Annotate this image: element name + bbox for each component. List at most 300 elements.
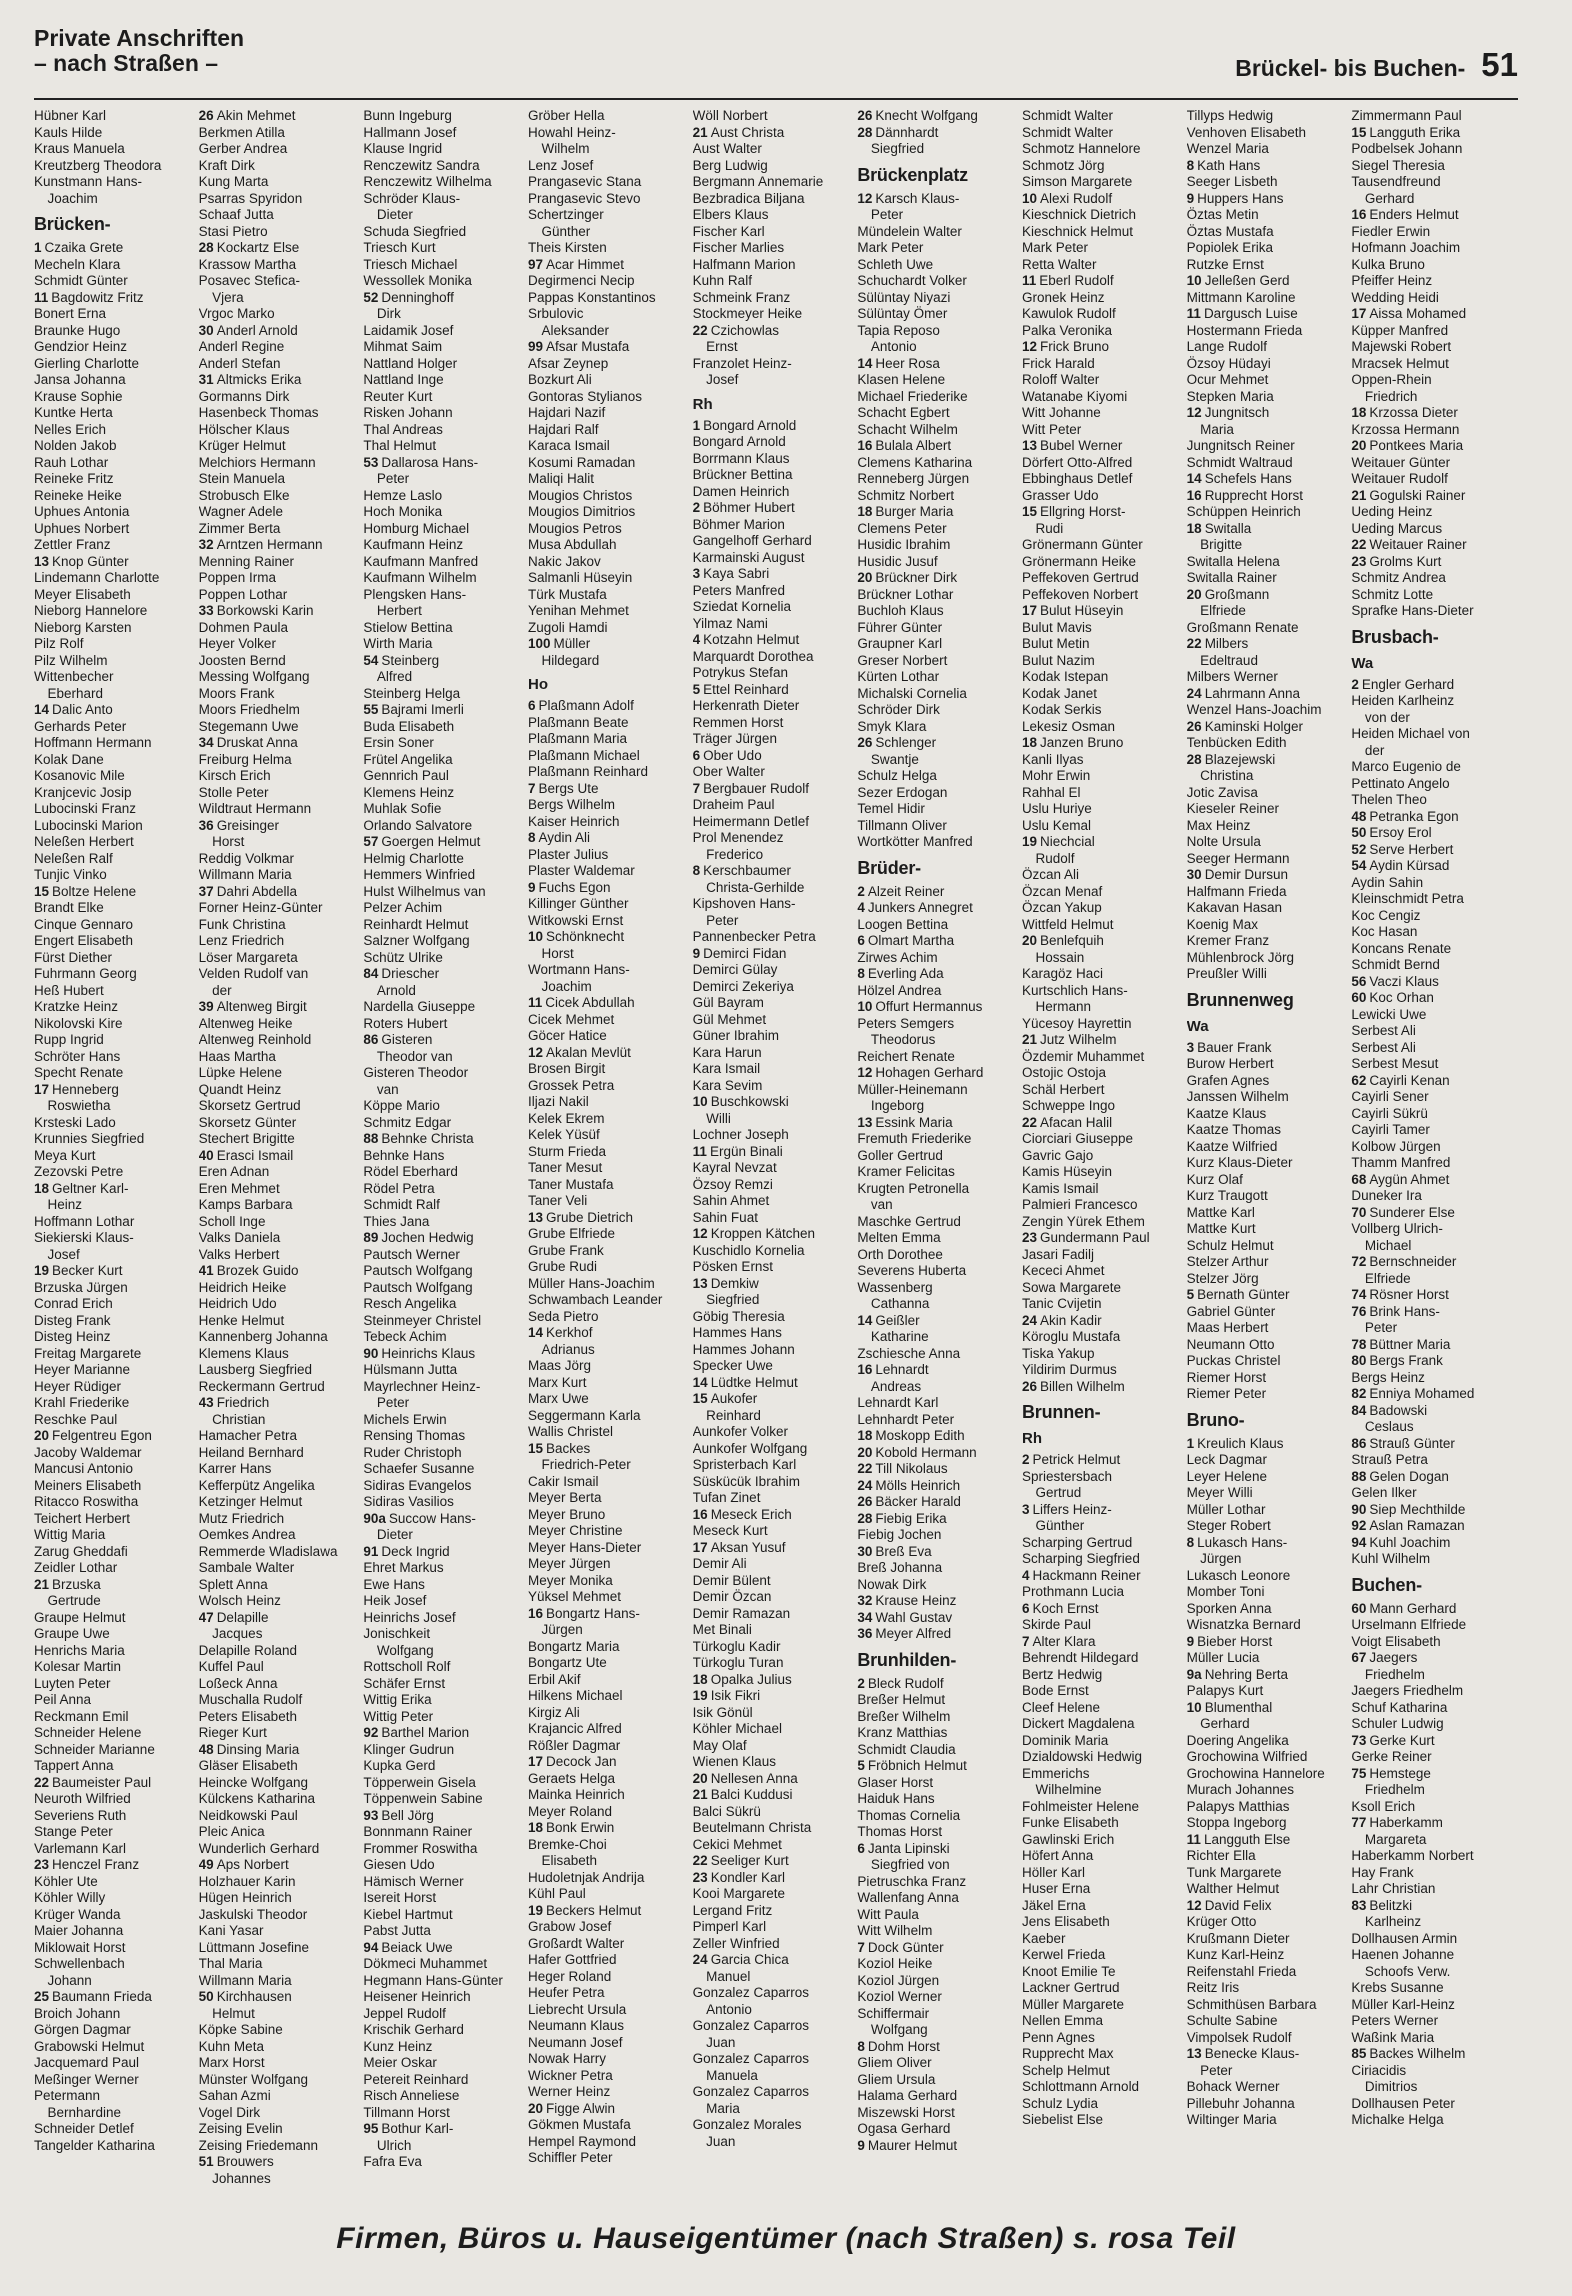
- resident-entry: [1187, 1650, 1350, 1667]
- resident-name: Gläser Elisabeth: [198, 1758, 298, 1773]
- resident-name: Langguth Erika: [1369, 124, 1461, 140]
- resident-name: Arntzen Hermann: [216, 537, 323, 552]
- resident-entry: [34, 1544, 197, 1561]
- resident-entry: [1022, 240, 1185, 257]
- resident-entry: [528, 1325, 691, 1342]
- resident-name: Kunz Karl-Heinz: [1186, 1947, 1285, 1962]
- resident-entry: [1022, 1032, 1185, 1049]
- resident-entry: [1022, 1181, 1185, 1198]
- resident-name: der: [1351, 742, 1385, 758]
- resident-name: Wolfgang: [857, 2022, 928, 2037]
- resident-name: Meyer Berta: [528, 1490, 602, 1505]
- house-number: 32: [198, 537, 214, 552]
- resident-entry: [363, 1824, 526, 1841]
- resident-name: Nellesen Anna: [710, 1770, 798, 1786]
- resident-entry: [693, 339, 856, 356]
- resident-entry: [199, 1643, 362, 1660]
- resident-entry: [34, 1577, 197, 1594]
- resident-entry: [693, 372, 856, 389]
- resident-name: Wunderlich Gerhard: [198, 1840, 320, 1856]
- house-number: 43: [198, 1395, 214, 1410]
- resident-name: Schelp Helmut: [1022, 2062, 1110, 2078]
- resident-entry: [363, 2121, 526, 2138]
- resident-entry: [199, 768, 362, 785]
- resident-name: Prol Menendez: [692, 830, 784, 845]
- resident-entry: [528, 636, 691, 653]
- house-number: 17: [692, 1539, 708, 1555]
- resident-name: Klemens Heinz: [363, 784, 455, 800]
- resident-name: Wagner Adele: [198, 504, 283, 519]
- resident-name: Grochowina Wilfried: [1186, 1749, 1308, 1764]
- resident-name: Stepken Maria: [1186, 388, 1274, 404]
- resident-name: Poppen Lothar: [198, 586, 288, 602]
- resident-name: Jaskulski Theodor: [198, 1906, 308, 1922]
- resident-name: Göcer Hatice: [528, 1028, 607, 1043]
- resident-entry: [693, 1936, 856, 1953]
- resident-entry: [1351, 1683, 1514, 1700]
- resident-entry: [1187, 1683, 1350, 1700]
- resident-name: Özcan Menaf: [1022, 883, 1103, 899]
- house-number: 95: [363, 2121, 379, 2136]
- resident-name: Hammes Hans: [692, 1325, 782, 1340]
- resident-entry: [34, 1775, 197, 1792]
- resident-entry: [528, 1556, 691, 1573]
- resident-entry: [528, 764, 691, 781]
- resident-entry: [1022, 587, 1185, 604]
- resident-name: Kolesar Martin: [34, 1659, 122, 1674]
- resident-entry: [199, 1214, 362, 1231]
- resident-entry: [528, 1342, 691, 1359]
- resident-name: Grabow Josef: [528, 1919, 612, 1934]
- house-number: 15: [692, 1391, 708, 1406]
- resident-name: Schmidt Claudia: [857, 1741, 956, 1757]
- resident-entry: [693, 517, 856, 534]
- resident-name: Katharine: [857, 1329, 929, 1344]
- resident-name: Meya Kurt: [34, 1147, 96, 1163]
- resident-entry: [528, 1391, 691, 1408]
- resident-name: Peter: [692, 912, 739, 928]
- resident-entry: [199, 1412, 362, 1429]
- resident-name: Wahl Gustav: [875, 1609, 953, 1625]
- resident-name: Maria: [1186, 421, 1234, 437]
- resident-entry: [528, 913, 691, 930]
- resident-name: Gelen Ilker: [1351, 1485, 1417, 1500]
- resident-entry: [857, 669, 1020, 686]
- resident-name: Iljazi Nakil: [528, 1094, 589, 1109]
- resident-name: Smyk Klara: [857, 718, 927, 734]
- resident-name: Breßer Wilhelm: [857, 1708, 951, 1724]
- resident-entry: [528, 1028, 691, 1045]
- resident-name: Erasci Ismail: [216, 1147, 294, 1163]
- house-number: 26: [857, 735, 873, 750]
- resident-name: Borkowski Karin: [216, 603, 314, 618]
- resident-name: Güner Ibrahim: [692, 1028, 779, 1043]
- resident-name: Krüger Otto: [1186, 1914, 1257, 1929]
- resident-name: Geltner Karl-: [52, 1180, 129, 1196]
- resident-entry: [363, 1841, 526, 1858]
- resident-entry: [34, 570, 197, 587]
- resident-entry: [693, 1424, 856, 1441]
- resident-entry: [1351, 1089, 1514, 1106]
- resident-entry: [857, 1445, 1020, 1462]
- resident-entry: [857, 1973, 1020, 1990]
- resident-entry: [1022, 372, 1185, 389]
- resident-name: Maas Jörg: [528, 1358, 592, 1373]
- resident-name: Schäfer Ernst: [363, 1675, 446, 1691]
- resident-name: Frick Harald: [1022, 355, 1095, 371]
- resident-name: Krajancic Alfred: [528, 1721, 622, 1736]
- house-number: 23: [692, 1869, 708, 1885]
- resident-entry: [693, 797, 856, 814]
- resident-name: Reichert Renate: [857, 1048, 955, 1064]
- resident-name: Werner Heinz: [528, 2084, 611, 2099]
- resident-name: Lochner Joseph: [692, 1127, 789, 1142]
- resident-name: Bieber Horst: [1197, 1633, 1273, 1649]
- resident-entry: [1022, 504, 1185, 521]
- resident-entry: [34, 1494, 197, 1511]
- resident-name: Juan: [692, 2034, 736, 2050]
- resident-name: Tillyps Hedwig: [1186, 108, 1274, 123]
- resident-name: Demir Özcan: [692, 1589, 772, 1604]
- resident-name: Aslan Ramazan: [1369, 1518, 1465, 1533]
- resident-entry: [1187, 867, 1350, 884]
- resident-entry: [693, 1787, 856, 1804]
- resident-entry: [693, 1952, 856, 1969]
- resident-name: Zeising Evelin: [198, 2121, 283, 2136]
- house-number: 89: [363, 1230, 379, 1245]
- resident-name: Kawulok Rudolf: [1022, 306, 1116, 321]
- resident-name: Koc Hasan: [1351, 924, 1418, 939]
- resident-name: Brozek Guido: [216, 1263, 299, 1278]
- resident-name: Oemkes Andrea: [198, 1527, 296, 1542]
- resident-name: Geraets Helga: [528, 1770, 616, 1786]
- resident-entry: [199, 1775, 362, 1792]
- resident-name: Pontkees Maria: [1369, 438, 1464, 453]
- resident-entry: [363, 653, 526, 670]
- resident-name: Rensing Thomas: [363, 1428, 466, 1443]
- resident-entry: [693, 1193, 856, 1210]
- header-rule: [34, 98, 1518, 100]
- resident-entry: [199, 1280, 362, 1297]
- resident-name: Brandt Elke: [34, 900, 104, 915]
- resident-name: Burger Maria: [875, 504, 954, 519]
- resident-name: Fiebig Jochen: [857, 1527, 942, 1542]
- resident-name: Dollhausen Armin: [1351, 1930, 1458, 1946]
- resident-entry: [1351, 372, 1514, 389]
- resident-name: Tiska Yakup: [1022, 1345, 1095, 1361]
- resident-entry: [199, 1989, 362, 2006]
- resident-entry: [1351, 603, 1514, 620]
- resident-entry: [1187, 1568, 1350, 1585]
- resident-entry: [363, 735, 526, 752]
- resident-entry: [34, 504, 197, 521]
- resident-entry: [1187, 702, 1350, 719]
- resident-name: Kauls Hilde: [34, 124, 103, 140]
- resident-name: Ciriacidis: [1351, 2062, 1407, 2078]
- resident-name: Hoch Monika: [363, 504, 443, 519]
- resident-name: Özdemir Muhammet: [1022, 1048, 1145, 1064]
- resident-entry: [34, 1478, 197, 1495]
- resident-name: Badowski: [1369, 1402, 1428, 1418]
- resident-entry: [199, 125, 362, 142]
- resident-entry: [34, 1016, 197, 1033]
- resident-entry: [693, 2068, 856, 2085]
- house-number: 13: [1022, 438, 1038, 453]
- resident-name: Schröter Hans: [34, 1048, 121, 1064]
- resident-entry: [693, 616, 856, 633]
- resident-entry: [1187, 1254, 1350, 1271]
- house-number: 90: [363, 1345, 379, 1361]
- resident-name: Hämisch Werner: [363, 1873, 464, 1889]
- resident-name: Baumeister Paul: [52, 1774, 152, 1790]
- resident-name: Krahl Friederike: [34, 1395, 130, 1410]
- resident-entry: [1022, 1329, 1185, 1346]
- resident-entry: [1351, 1766, 1514, 1783]
- resident-name: Menning Rainer: [198, 553, 294, 569]
- resident-name: Wildtraut Hermann: [198, 801, 312, 816]
- resident-entry: [1351, 141, 1514, 158]
- resident-entry: [528, 1061, 691, 1078]
- resident-entry: [693, 632, 856, 649]
- directory-column: [363, 108, 526, 2184]
- resident-entry: [1022, 1230, 1185, 1247]
- resident-name: Hofmann Joachim: [1351, 240, 1461, 255]
- resident-name: Tunk Margarete: [1186, 1864, 1282, 1880]
- resident-name: Müller Lothar: [1186, 1501, 1266, 1517]
- resident-name: Juan: [692, 2133, 736, 2149]
- resident-name: Zschiesche Anna: [857, 1345, 961, 1361]
- house-number: 19: [1022, 834, 1038, 849]
- resident-name: Plaßmann Maria: [528, 731, 628, 746]
- resident-entry: [857, 1115, 1020, 1132]
- resident-entry: [1022, 933, 1185, 950]
- resident-name: Aps Norbert: [216, 1857, 289, 1872]
- resident-name: Simson Margarete: [1022, 174, 1133, 189]
- resident-entry: [693, 356, 856, 373]
- resident-entry: [1022, 455, 1185, 472]
- house-number: 14: [34, 702, 50, 717]
- house-number: 20: [34, 1428, 50, 1443]
- resident-entry: [528, 323, 691, 340]
- resident-name: Nowak Harry: [528, 2051, 607, 2066]
- resident-name: Aukofer: [710, 1391, 758, 1406]
- house-number: 1: [1186, 1435, 1195, 1451]
- resident-entry: [693, 682, 856, 699]
- resident-entry: [693, 224, 856, 241]
- resident-name: Maier Johanna: [34, 1923, 124, 1938]
- resident-name: Taner Veli: [528, 1193, 588, 1208]
- resident-name: Schmitz Edgar: [363, 1114, 452, 1130]
- house-number: 14: [528, 1325, 544, 1340]
- resident-entry: [1187, 1815, 1350, 1832]
- resident-entry: [363, 933, 526, 950]
- resident-name: Eberl Rudolf: [1039, 273, 1114, 288]
- resident-name: Fiedler Erwin: [1351, 223, 1431, 239]
- resident-name: Schuler Ludwig: [1351, 1716, 1444, 1731]
- resident-entry: [693, 1111, 856, 1128]
- resident-entry: [1022, 1115, 1185, 1132]
- resident-entry: [1187, 620, 1350, 637]
- resident-name: Friedrich-Peter: [528, 1457, 631, 1472]
- resident-name: Stein Manuela: [198, 471, 285, 486]
- resident-entry: [693, 1985, 856, 2002]
- resident-name: Halfmann Frieda: [1186, 883, 1287, 899]
- resident-entry: [1351, 924, 1514, 941]
- resident-entry: [1187, 323, 1350, 340]
- resident-entry: [528, 587, 691, 604]
- resident-entry: [363, 306, 526, 323]
- resident-name: Kuschidlo Kornelia: [692, 1242, 805, 1258]
- resident-entry: [857, 1758, 1020, 1775]
- resident-entry: [199, 2121, 362, 2138]
- resident-name: Thies Jana: [363, 1213, 430, 1229]
- resident-name: Mihmat Saim: [363, 339, 443, 354]
- house-number: 28: [857, 124, 873, 140]
- resident-entry: [693, 2051, 856, 2068]
- resident-name: Michalke Helga: [1351, 2112, 1444, 2127]
- resident-entry: [199, 735, 362, 752]
- house-number: 54: [1351, 858, 1367, 873]
- resident-name: Schuf Katharina: [1351, 1699, 1448, 1715]
- resident-entry: [528, 273, 691, 290]
- resident-name: Jeppel Rudolf: [363, 2005, 446, 2021]
- resident-entry: [363, 1742, 526, 1759]
- house-number: 21: [692, 124, 708, 140]
- resident-name: Johannes: [198, 2170, 271, 2184]
- resident-entry: [34, 1857, 197, 1874]
- resident-entry: [199, 207, 362, 224]
- house-number: 9: [692, 945, 701, 961]
- resident-entry: [1022, 1485, 1185, 1502]
- resident-entry: [1022, 2030, 1185, 2047]
- resident-name: Mann Gerhard: [1369, 1600, 1457, 1616]
- resident-name: Schmotz Hannelore: [1022, 141, 1141, 156]
- resident-name: Zezovski Petre: [34, 1164, 124, 1179]
- resident-name: Brzuska: [52, 1576, 101, 1592]
- resident-entry: [693, 946, 856, 963]
- resident-entry: [1022, 1148, 1185, 1165]
- resident-name: Beiack Uwe: [381, 1939, 453, 1955]
- resident-name: Peters Werner: [1351, 2013, 1439, 2028]
- house-number: 34: [857, 1609, 873, 1625]
- resident-entry: [528, 2068, 691, 2085]
- resident-name: Kroppen Kätchen: [710, 1226, 816, 1241]
- resident-name: Özcan Yakup: [1022, 900, 1102, 915]
- resident-name: Zettler Franz: [34, 537, 111, 552]
- resident-entry: [363, 405, 526, 422]
- resident-entry: [34, 240, 197, 257]
- resident-name: Wolfgang: [363, 1642, 434, 1658]
- resident-name: Dallarosa Hans-: [381, 454, 479, 470]
- resident-name: Srbulovic: [528, 306, 584, 321]
- resident-name: Steinberg: [381, 652, 440, 668]
- resident-name: Nolden Jakob: [34, 438, 117, 453]
- resident-name: Czichowlas: [710, 322, 779, 338]
- resident-entry: [1351, 1881, 1514, 1898]
- resident-entry: [1187, 174, 1350, 191]
- resident-name: Lindemann Charlotte: [34, 570, 160, 585]
- resident-name: Bergs Frank: [1369, 1353, 1443, 1368]
- resident-entry: [857, 2088, 1020, 2105]
- resident-name: Neidkowski Paul: [198, 1807, 298, 1823]
- resident-name: Herkenrath Dieter: [692, 698, 800, 713]
- resident-entry: [199, 752, 362, 769]
- resident-name: Schmitz Lotte: [1351, 586, 1434, 602]
- resident-name: Orlando Salvatore: [363, 817, 473, 833]
- resident-entry: [363, 1544, 526, 1561]
- resident-entry: [34, 1329, 197, 1346]
- resident-name: Moors Friedhelm: [198, 702, 300, 717]
- resident-entry: [693, 1408, 856, 1425]
- resident-name: Meyer Monika: [528, 1572, 613, 1588]
- resident-name: Kaatze Wilfried: [1186, 1138, 1278, 1154]
- house-number: 20: [857, 570, 873, 585]
- resident-entry: [199, 158, 362, 175]
- resident-name: Majewski Robert: [1351, 339, 1452, 354]
- resident-entry: [693, 1226, 856, 1243]
- resident-name: Tenbücken Edith: [1186, 735, 1287, 750]
- resident-name: Ritacco Roswitha: [34, 1494, 139, 1509]
- resident-name: Wolsch Heinz: [198, 1593, 281, 1608]
- resident-entry: [857, 1511, 1020, 1528]
- resident-entry: [1022, 207, 1185, 224]
- resident-name: Nattland Holger: [363, 355, 458, 371]
- resident-entry: [1351, 875, 1514, 892]
- resident-entry: [857, 1181, 1020, 1198]
- resident-entry: [857, 1197, 1020, 1214]
- resident-entry: [1187, 1386, 1350, 1403]
- resident-name: Kaatze Thomas: [1186, 1122, 1281, 1137]
- resident-name: Gogulski Rainer: [1369, 487, 1466, 503]
- resident-name: Krüger Wanda: [34, 1906, 121, 1922]
- resident-name: Helmig Charlotte: [363, 850, 464, 866]
- resident-name: Heyer Marianne: [34, 1362, 131, 1377]
- resident-name: Hügen Heinrich: [198, 1890, 292, 1905]
- resident-entry: [528, 1127, 691, 1144]
- resident-name: Koc Orhan: [1369, 990, 1434, 1005]
- house-number: 53: [363, 454, 379, 470]
- resident-name: Prothmann Lucia: [1022, 1584, 1125, 1599]
- resident-name: Fröbnich Helmut: [867, 1758, 967, 1773]
- resident-name: Heidrich Udo: [198, 1296, 277, 1311]
- house-number: 55: [363, 702, 379, 717]
- resident-entry: [199, 669, 362, 686]
- resident-name: Aunkofer Volker: [692, 1424, 788, 1439]
- resident-name: Hackmann Reiner: [1032, 1567, 1141, 1583]
- resident-name: Remmerde Wladislawa: [198, 1543, 338, 1559]
- resident-name: Kaminski Holger: [1204, 718, 1303, 734]
- resident-entry: [34, 141, 197, 158]
- resident-entry: [34, 174, 197, 191]
- resident-name: Jungnitsch: [1204, 405, 1270, 420]
- resident-entry: [1022, 108, 1185, 125]
- resident-entry: [1187, 735, 1350, 752]
- resident-name: Peffekoven Gertrud: [1022, 570, 1139, 585]
- resident-entry: [693, 1622, 856, 1639]
- resident-name: Mühlenbrock Jörg: [1186, 949, 1294, 965]
- resident-name: Siegfried von: [857, 1857, 950, 1872]
- resident-entry: [363, 240, 526, 257]
- resident-name: Kramer Felicitas: [857, 1164, 955, 1179]
- resident-name: Kerkhof: [546, 1325, 593, 1340]
- resident-name: Moors Frank: [198, 685, 275, 701]
- resident-entry: [857, 1247, 1020, 1264]
- resident-name: Helmut: [198, 2005, 255, 2021]
- resident-entry: [34, 2022, 197, 2039]
- resident-name: Frütel Angelika: [363, 751, 453, 767]
- resident-name: Sahin Ahmet: [692, 1193, 770, 1208]
- house-number: 14: [692, 1374, 708, 1390]
